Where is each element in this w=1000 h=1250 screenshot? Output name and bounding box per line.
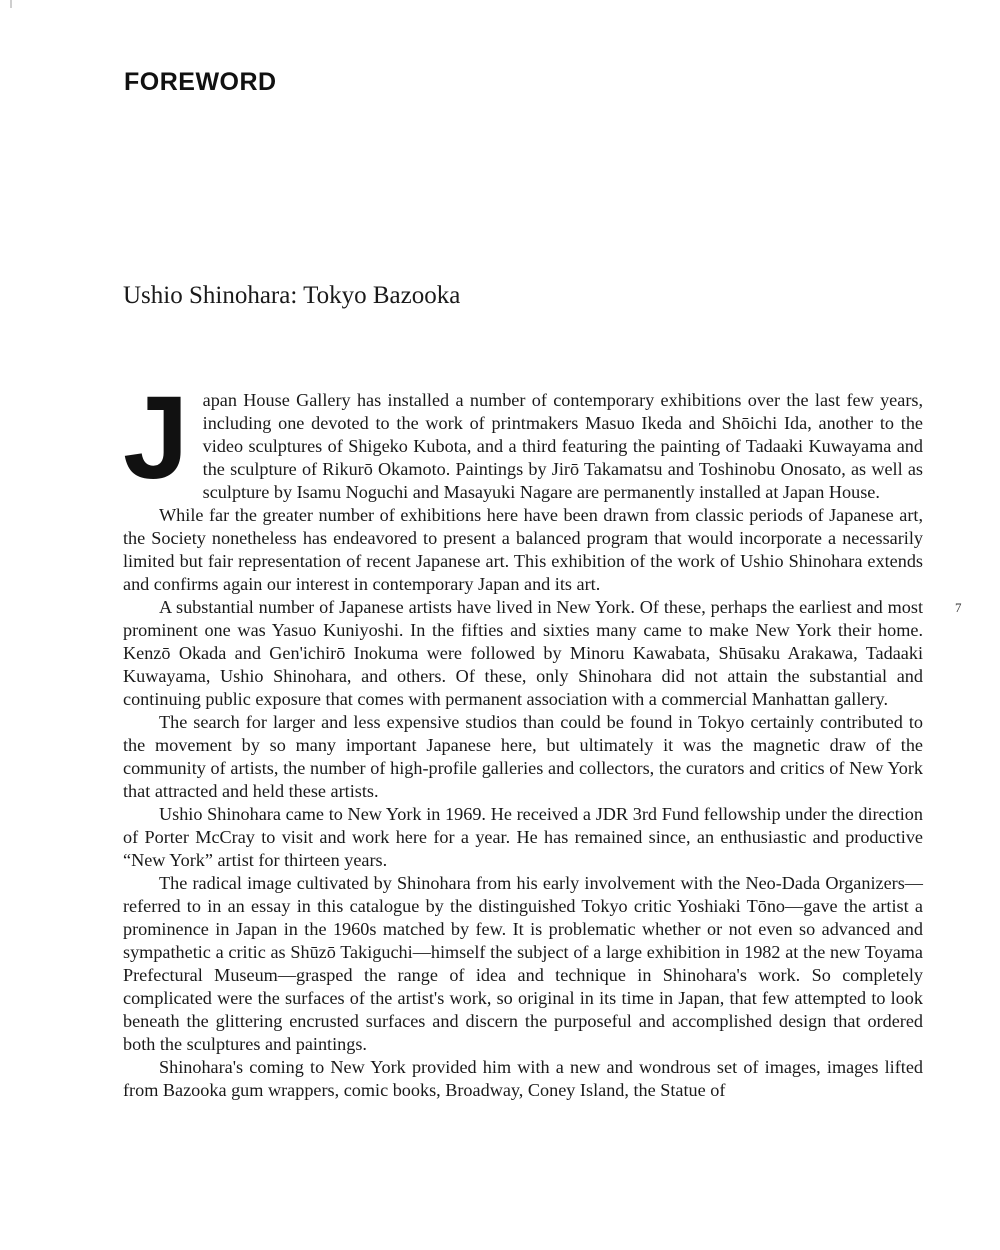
paragraph-7: Shinohara's coming to New York provided him with a new and wondrous set of images, images lifted from Bazooka gum wrappers, comic books, Broadway, Coney Island, the Statue of [123, 1057, 923, 1100]
paragraph-4: The search for larger and less expensive studios than could be found in Tokyo certainly contributed to the movement by so many important Japanese here, but ultimately it was the magnetic draw of the community of artists, the number of high-profile galleries and collectors, the curators and critics of New York that attracted and held these artists. [123, 712, 923, 801]
paragraph-6: The radical image cultivated by Shinohara from his early involvement with the Neo-Dada Organizers—referred to in an essay in this catalogue by the distinguished Tokyo critic Yoshiaki Tōno—gave the artist a prominence in Japan in the 1960s matched by few. It is problematic whether or not even so advanced and sympathetic a critic as Shūzō Takiguchi—himself the subject of a large exhibition in 1982 at the new Toyama Prefectural Museum—grasped the range of idea and technique in Shinohara's work. So completely complicated were the surfaces of the artist's work, so original in its time in Japan, that few attempted to look beneath the glittering encrusted surfaces and discern the purposeful and accomplished design that ordered both the sculptures and paintings. [123, 873, 923, 1054]
scan-edge-mark [10, 0, 12, 8]
paragraph-3: A substantial number of Japanese artists have lived in New York. Of these, perhaps the earliest and most prominent one was Yasuo Kuniyoshi. In the fifties and sixties many came to make New York their home. Kenzō Okada and Gen'ichirō Inokuma were followed by Minoru Kawabata, Shūsaku Arakawa, Tadaaki Kuwayama, Ushio Shinohara, and others. Of these, only Shinohara did not attain the substantial and continuing public exposure that comes with permanent association with a commercial Manhattan gallery. [123, 597, 923, 709]
page-number: 7 [955, 600, 962, 615]
paragraph-1-text: apan House Gallery has installed a number of contemporary exhibitions over the last few years, including one devoted to the work of printmakers Masuo Ikeda and Shōichi Ida, another to the video sculptures of Shigeko Kubota, and a third featuring the painting of Tadaaki Kuwayama and the sculpture of Rikurō Okamoto. Paintings by Jirō Takamatsu and Toshinobu Onosato, as well as sculpture by Isamu Noguchi and Masayuki Nagare are permanently installed at Japan House. [202, 390, 923, 502]
drop-cap: J [123, 372, 189, 504]
paragraph-5: Ushio Shinohara came to New York in 1969. He received a JDR 3rd Fund fellowship under the direction of Porter McCray to visit and work here for a year. He has remained since, an enthusiastic and productive “New York” artist for thirteen years. [123, 804, 923, 870]
essay-body [123, 372, 923, 1102]
paragraph-1 [123, 372, 923, 504]
paragraph-2: While far the greater number of exhibitions here have been drawn from classic periods of Japanese art, the Society nonetheless has endeavored to present a balanced program that would incorporate a necessarily limited but fair representation of recent Japanese art. This exhibition of the work of Ushio Shinohara extends and confirms again our interest in contemporary Japan and its art. [123, 505, 923, 594]
section-heading: FOREWORD [124, 68, 277, 96]
essay-title: Ushio Shinohara: Tokyo Bazooka [123, 282, 461, 309]
